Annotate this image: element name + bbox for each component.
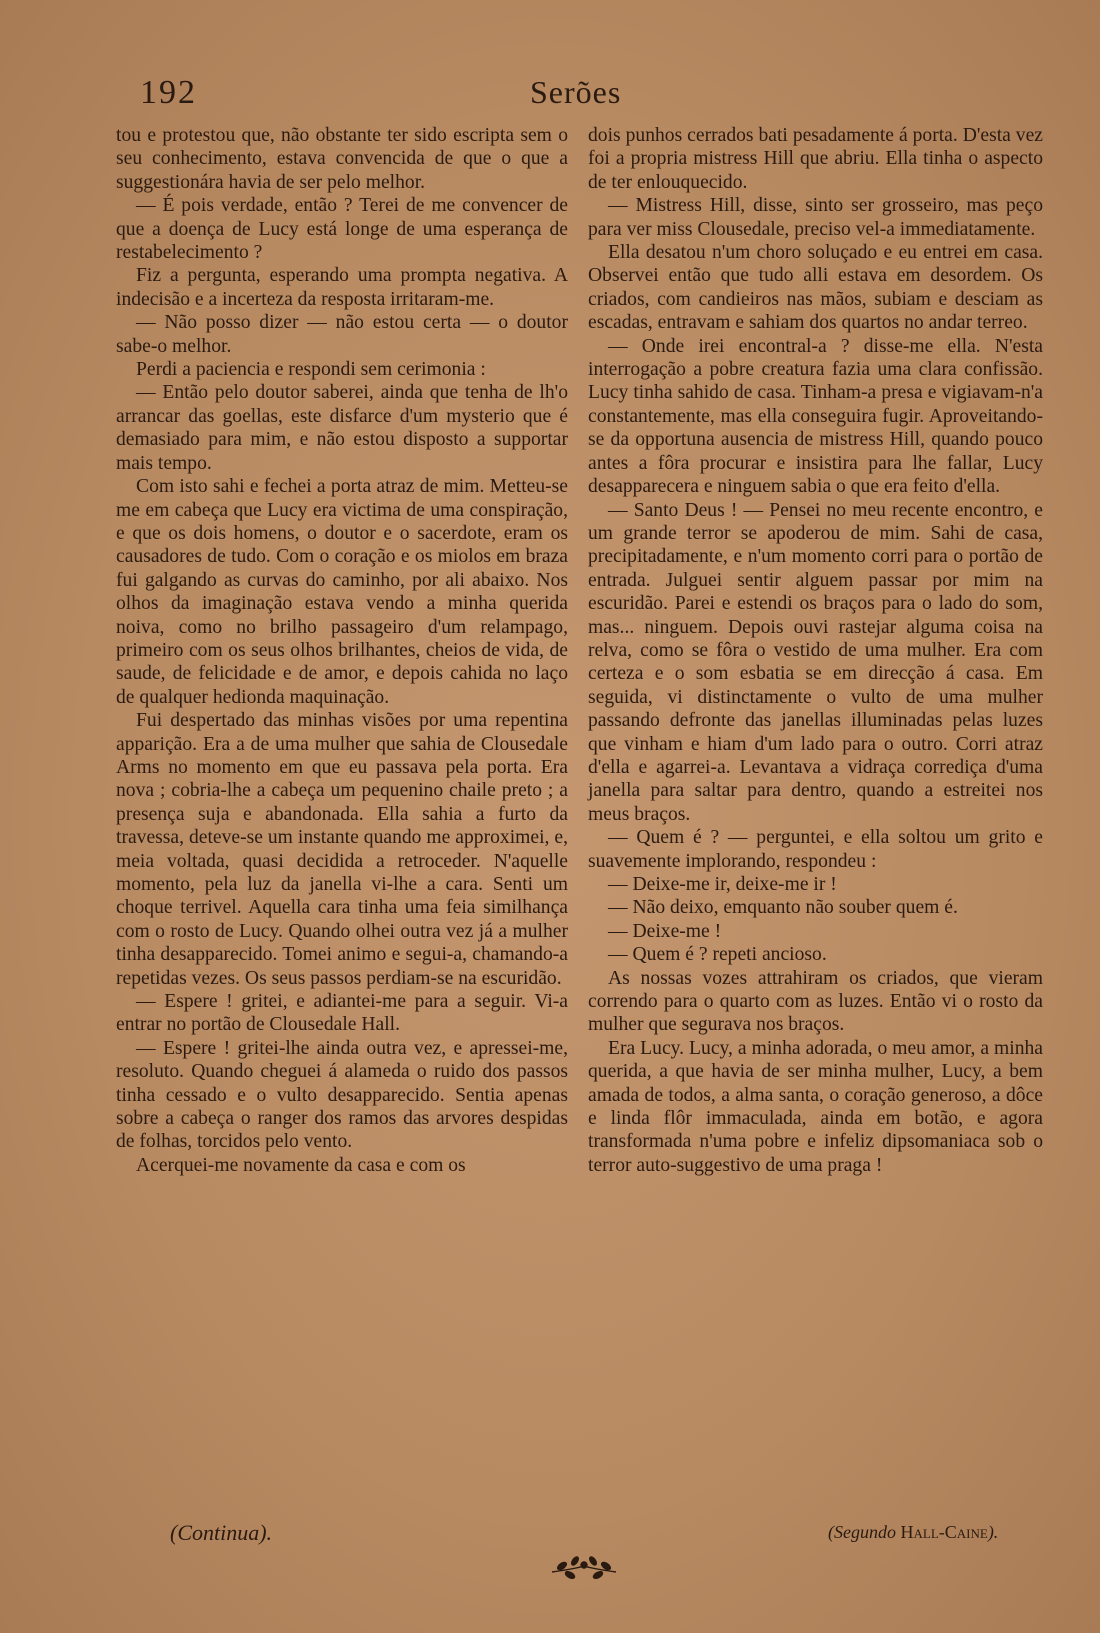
- paragraph: — Quem é ? repeti ancioso.: [608, 944, 827, 966]
- source-suffix: ).: [987, 1522, 999, 1542]
- source-prefix: (Segundo: [828, 1522, 901, 1542]
- paragraph: — Então pelo doutor saberei, ainda que tenha de lh'o arrancar das goellas, este disfarce d'um mysterio que é demasiado para mim, e não estou disposto a supportar mais tempo.: [116, 382, 568, 474]
- floral-vignette-icon: [548, 1548, 620, 1584]
- paragraph: — Espere ! gritei-lhe ainda outra vez, e apressei-me, resoluto. Quando cheguei á alameda o ruido dos passos tinha cessado e o vulto desapparecido. Sentia apenas sobre a cabeça o ranger dos ramos das arvores despidas de folhas, torcidos pelo vento.: [116, 1037, 568, 1153]
- right-column: [588, 124, 1043, 1177]
- paragraph: dois punhos cerrados bati pesadamente á porta. D'esta vez foi a propria mistress Hill que abriu. Ella tinha o aspecto de ter enlouquecido.: [588, 125, 1043, 193]
- paragraph: As nossas vozes attrahiram os criados, que vieram correndo para o quarto com as luzes. Então vi o rosto da mulher que segurava nos braços.: [588, 967, 1043, 1036]
- paragraph: Era Lucy. Lucy, a minha adorada, o meu amor, a minha querida, a que havia de ser minha mulher, Lucy, a bem amada de todos, a alma santa, o coração generoso, a dôce e linda flôr immaculada, ainda em botão, e agora transformada n'uma pobre e infeliz dipsomaniaca sob o terror auto-suggestivo de uma praga !: [588, 1037, 1043, 1176]
- paragraph: — Não posso dizer — não estou certa — o doutor sabe-o melhor.: [116, 312, 568, 357]
- paragraph: — Onde irei encontral-a ? disse-me ella. N'esta interrogação a pobre creatura fazia uma clara confissão. Lucy tinha sahido de casa. Tinham-a presa e vigiavam-n'a constantemente, mas ella conseguira fugir. Aproveitando-se da opportuna ausencia de mistress Hill, quando pouco antes a fôra procurar e insistira para lhe fallar, Lucy desapparecera e ninguem sabia o que era feito d'ella.: [588, 335, 1043, 498]
- paragraph: Fiz a pergunta, esperando uma prompta negativa. A indecisão e a incerteza da resposta irritaram-me.: [116, 265, 568, 310]
- paragraph: Ella desatou n'um choro soluçado e eu entrei em casa. Observei então que tudo alli estava em desordem. Os criados, com candieiros nas mãos, subiam e desciam as escadas, entravam e sahiam dos quartos no andar terreo.: [588, 242, 1043, 334]
- source-attribution: [828, 1522, 998, 1543]
- paragraph: — Deixe-me ir, deixe-me ir !: [608, 874, 837, 895]
- paragraph: tou e protestou que, não obstante ter sido escripta sem o seu conhecimento, estava convencida de que o que a suggestionára havia de ser pelo melhor.: [116, 125, 568, 193]
- paragraph: — Deixe-me !: [608, 920, 722, 942]
- paragraph: — É pois verdade, então ? Terei de me convencer de que a doença de Lucy está longe de uma esperança de restabelecimento ?: [116, 195, 568, 264]
- paragraph: Perdi a paciencia e respondi sem cerimonia :: [136, 359, 486, 381]
- paragraph: — Não deixo, emquanto não souber quem é.: [608, 897, 958, 919]
- paragraph: Fui despertado das minhas visões por uma repentina apparição. Era a de uma mulher que sahia de Clousedale Arms no momento em que eu passava pela porta. Era nova ; cobria-lhe a cabeça um pequenino chaile preto ; a presença suja e abandonada. Ella sahia a furto da travessa, deteve-se um instante quando me approximei, e, meia voltada, quasi decidida a retroceder. N'aquelle momento, pela luz da janella vi-lhe a cara. Senti um choque terrivel. Aquella cara tinha uma feia similhança com o rosto de Lucy. Quando olhei outra vez já a mulher tinha desapparecido. Tomei animo e segui-a, chamando-a repetidas vezes. Os seus passos perdiam-se na escuridão.: [116, 710, 568, 989]
- paragraph: — Espere ! gritei, e adiantei-me para a seguir. Vi-a entrar no portão de Clousedale Hall.: [116, 991, 568, 1036]
- left-column: [116, 124, 568, 1177]
- paragraph: — Quem é ? — perguntei, e ella soltou um grito e suavemente implorando, respondeu :: [588, 827, 1043, 872]
- paragraph: Acerquei-me novamente da casa e com os: [136, 1154, 466, 1176]
- paragraph: — Santo Deus ! — Pensei no meu recente encontro, e um grande terror se apoderou de mim. Sahi de casa, precipitadamente, e n'um momento corri para o portão de entrada. Julguei sentir alguem passar por mim na escuridão. Parei e estendi os braços para o lado do som, mas... ninguem. Depois ouvi rastejar alguma coisa na relva, como se fôra o vestido de uma mulher. Era com certeza e o som esbatia se em direcção á casa. Em seguida, vi distinctamente o vulto de uma mulher passando defronte das janellas illuminadas pelas luzes que vinham e hiam d'um lado para o outro. Corri atraz d'ella e agarrei-a. Levantava a vidraça corrediça d'uma janella para saltar para dentro, quando a estreitei nos meus braços.: [588, 499, 1043, 825]
- running-title: Serões: [530, 74, 622, 110]
- source-author: Hall-Caine: [900, 1522, 988, 1542]
- paragraph: Com isto sahi e fechei a porta atraz de mim. Metteu-se me em cabeça que Lucy era victima de uma conspiração, e que os dois homens, o doutor e o sacerdote, eram os causadores de tudo. Com o coração e os miolos em braza fui galgando as curvas do caminho, por ali abaixo. Nos olhos da imaginação estava vendo a minha querida noiva, como no brilho passageiro d'um relampago, primeiro com os seus olhos brilhantes, cheios de vida, de saude, de felicidade e de amor, e depois cahida no laço de qualquer hedionda maquinação.: [116, 476, 568, 708]
- page-number: 192: [140, 74, 197, 111]
- continua-note: (Continua).: [170, 1520, 273, 1545]
- paragraph: — Mistress Hill, disse, sinto ser grosseiro, mas peço para ver miss Clousedale, preciso vel-a immediatamente.: [588, 195, 1043, 240]
